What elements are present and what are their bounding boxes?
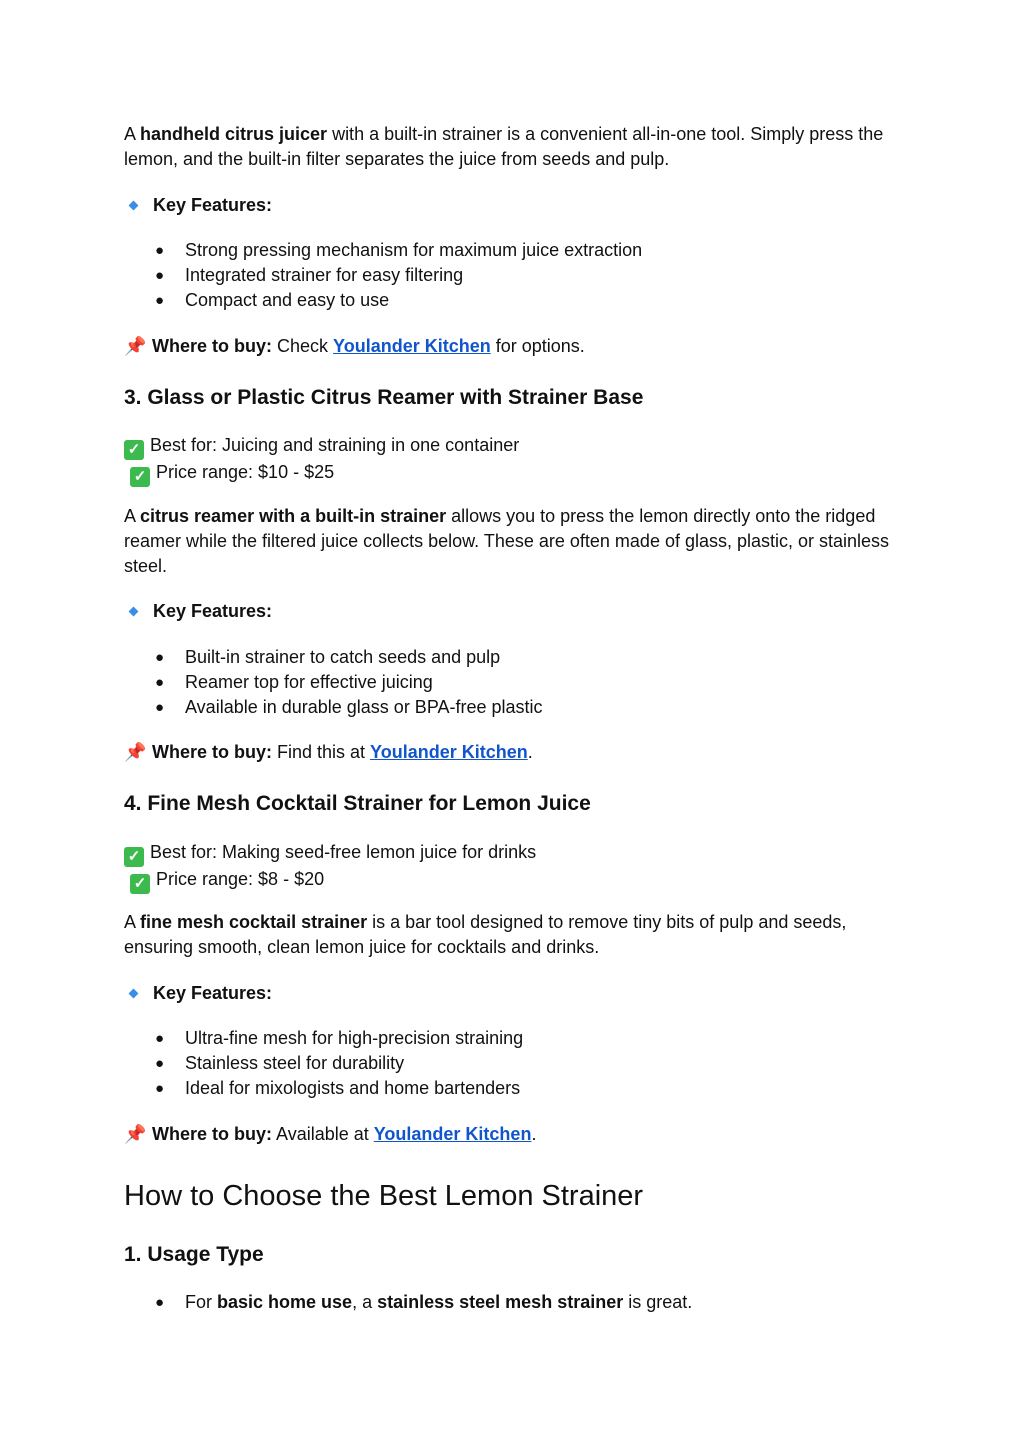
intro-bold: handheld citrus juicer: [140, 124, 328, 144]
best-for-line: ✓ Best for: Juicing and straining in one container ✓ Price range: $10 - $25: [124, 433, 900, 487]
list-item: ● Available in durable glass or BPA-free plastic: [155, 697, 543, 717]
youlander-kitchen-link[interactable]: Youlander Kitchen: [333, 336, 491, 356]
small-blue-diamond-icon: [129, 201, 139, 211]
features-list: [124, 1026, 900, 1101]
list-item: ● Strong pressing mechanism for maximum juice extraction: [155, 240, 643, 260]
sub-heading: 1. Usage Type: [124, 1243, 264, 1266]
features-list: [124, 238, 900, 313]
check-mark-button-icon: ✓: [130, 467, 150, 487]
features-list: [124, 645, 900, 720]
list-item: ● For basic home use, a stainless steel mesh strainer is great.: [155, 1292, 693, 1312]
page-heading: How to Choose the Best Lemon Strainer: [124, 1180, 644, 1212]
list-item: ● Ideal for mixologists and home bartenders: [155, 1078, 521, 1098]
check-mark-button-icon: ✓: [124, 440, 144, 460]
pushpin-icon: 📌: [124, 1124, 147, 1144]
small-blue-diamond-icon: [129, 989, 139, 999]
pushpin-icon: 📌: [124, 742, 147, 762]
list-item: ● Reamer top for effective juicing: [155, 672, 433, 692]
list-item: ● Compact and easy to use: [155, 290, 390, 310]
where-to-buy: 📌 Where to buy: Find this at Youlander Kitchen.: [124, 740, 900, 765]
where-to-buy: 📌 Where to buy: Check Youlander Kitchen for options.: [124, 334, 900, 359]
list-item: ● Ultra-fine mesh for high-precision straining: [155, 1028, 524, 1048]
check-mark-button-icon: ✓: [124, 847, 144, 867]
list-item: ● Stainless steel for durability: [155, 1053, 405, 1073]
key-features-heading: Key Features:: [124, 599, 900, 624]
section-paragraph: A fine mesh cocktail strainer is a bar tool designed to remove tiny bits of pulp and seeds, ensuring smooth, clean lemon juice for cocktails and drinks.: [124, 912, 847, 957]
youlander-kitchen-link[interactable]: Youlander Kitchen: [373, 1124, 532, 1144]
list-item: ● Built-in strainer to catch seeds and pulp: [155, 647, 501, 667]
key-features-heading: Key Features:: [124, 193, 900, 218]
where-to-buy: 📌 Where to buy: Available at Youlander Kitchen.: [124, 1122, 900, 1147]
intro-text: A handheld citrus juicer with a built-in strainer is a convenient all-in-one tool. Simply press the lemon, and the built-in filter separates the juice from seeds and pulp.: [124, 124, 884, 169]
small-blue-diamond-icon: [129, 607, 139, 617]
pushpin-icon: 📌: [124, 336, 147, 356]
usage-list: [124, 1290, 900, 1315]
youlander-kitchen-link[interactable]: Youlander Kitchen: [370, 742, 528, 762]
best-for-line: ✓ Best for: Making seed-free lemon juice for drinks ✓ Price range: $8 - $20: [124, 840, 900, 894]
section-heading: 3. Glass or Plastic Citrus Reamer with Strainer Base: [124, 386, 644, 409]
section-paragraph: A citrus reamer with a built-in strainer allows you to press the lemon directly onto the ridged reamer while the filtered juice collects below. These are often made of glass, plastic, or stainless steel.: [124, 506, 890, 576]
key-features-heading: Key Features:: [124, 981, 900, 1006]
section-heading: 4. Fine Mesh Cocktail Strainer for Lemon Juice: [124, 792, 591, 815]
check-mark-button-icon: ✓: [130, 874, 150, 894]
list-item: ● Integrated strainer for easy filtering: [155, 265, 464, 285]
intro-paragraph: [124, 122, 900, 172]
